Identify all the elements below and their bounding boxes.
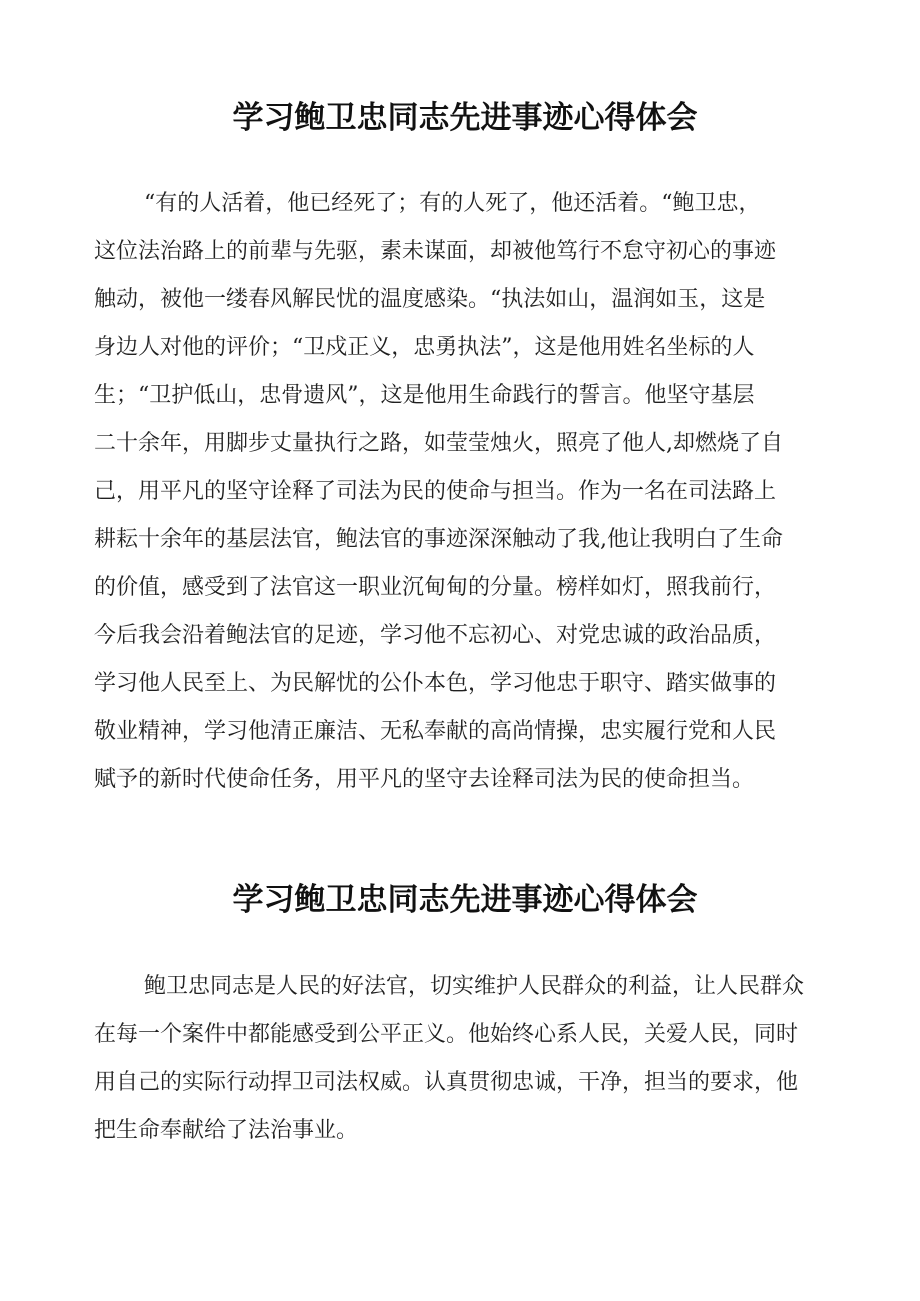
paragraph-line: 敬业精神，学习他清正廉洁、无私奉献的高尚情操，忠实履行党和人民	[94, 719, 777, 744]
paragraph-line: 用自己的实际行动捍卫司法权威。认真贯彻忠诚，干净，担当的要求，他	[94, 1070, 799, 1095]
paragraph-line: 鲍卫忠同志是人民的好法官，切实维护人民群众的利益，让人民群众	[144, 974, 805, 999]
paragraph-line: 二十余年，用脚步丈量执行之路，如莹莹烛火，照亮了他人,却燃烧了自	[94, 431, 783, 456]
essay-section-1	[94, 88, 836, 804]
paragraph-line: 这位法治路上的前辈与先驱，素未谋面，却被他笃行不怠守初心的事迹	[94, 239, 777, 264]
paragraph-line: 赋予的新时代使命任务，用平凡的坚守去诠释司法为民的使命担当。	[94, 767, 755, 792]
paragraph-line: 把生命奉献给了法治事业。	[94, 1118, 359, 1143]
paragraph-line: 生；“卫护低山，忠骨遗风”，这是他用生命践行的誓言。他坚守基层	[94, 383, 755, 408]
paragraph-line: 触动，被他一缕春风解民忧的温度感染。“执法如山，温润如玉，这是	[94, 287, 766, 312]
paragraph-line: “有的人活着，他已经死了；有的人死了，他还活着。“鲍卫忠，	[144, 191, 761, 216]
paragraph-line: 的价值，感受到了法官这一职业沉甸甸的分量。榜样如灯，照我前行，	[94, 575, 777, 600]
paragraph-line: 学习他人民至上、为民解忧的公仆本色，学习他忠于职守、踏实做事的	[94, 671, 777, 696]
essay-title: 学习鲍卫忠同志先进事迹心得体会	[232, 882, 698, 918]
paragraph-line: 己，用平凡的坚守诠释了司法为民的使命与担当。作为一名在司法路上	[94, 479, 777, 504]
essay-section-2	[94, 870, 836, 1155]
essay-title: 学习鲍卫忠同志先进事迹心得体会	[232, 100, 698, 136]
paragraph-line: 今后我会沿着鲍法官的足迹，学习他不忘初心、对党忠诚的政治品质，	[94, 623, 777, 648]
paragraph-line: 耕耘十余年的基层法官，鲍法官的事迹深深触动了我,他让我明白了生命	[94, 527, 783, 552]
essay-paragraph	[94, 180, 836, 804]
essay-paragraph	[94, 963, 836, 1155]
paragraph-line: 身边人对他的评价；“卫戍正义，忠勇执法”，这是他用姓名坐标的人	[94, 335, 755, 360]
paragraph-line: 在每一个案件中都能感受到公平正义。他始终心系人民，关爱人民，同时	[94, 1022, 799, 1047]
